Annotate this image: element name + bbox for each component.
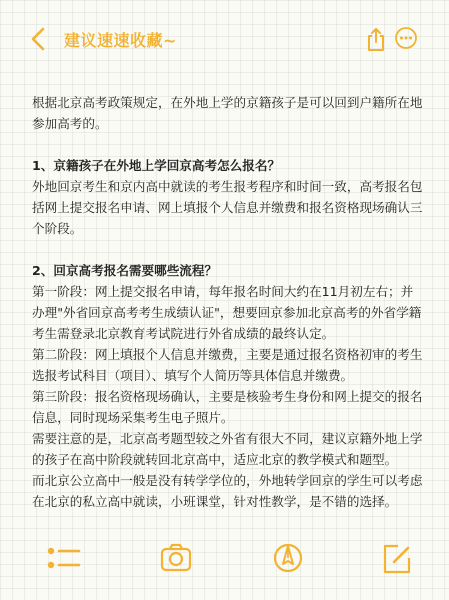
stage-2-paragraph: 第二阶段：网上填报个人信息并缴费，主要是通过报名资格初审的考生选报考试科目（项目）、填写个人简历等具体信息并缴费。	[32, 347, 423, 383]
stage-3-paragraph: 第三阶段：报名资格现场确认，主要是核验考生身份和网上提交的报名信息，同时现场采集考生电子照片。	[32, 389, 423, 425]
section-2-heading: 2、回京高考报名需要哪些流程？	[32, 263, 218, 278]
share-icon[interactable]	[365, 26, 387, 52]
top-bar	[0, 0, 449, 78]
more-icon[interactable]	[394, 26, 418, 50]
chevron-left-icon[interactable]	[28, 24, 50, 54]
bottom-toolbar	[0, 538, 449, 578]
section-1	[32, 155, 424, 239]
section-1-heading: 1、京籍孩子在外地上学回京高考怎么报名？	[32, 158, 281, 173]
note-title: 建议速速收藏~	[64, 31, 177, 50]
camera-icon[interactable]	[160, 538, 192, 578]
note-body[interactable]	[32, 92, 424, 533]
note-paragraph-1: 需要注意的是，北京高考题型较之外省有很大不同，建议京籍外地上学的孩子在高中阶段就转回北京高中，适应北京的教学模式和题型。	[32, 431, 423, 467]
section-2	[32, 260, 424, 512]
edit-icon[interactable]	[380, 538, 412, 578]
note-paragraph-2: 而北京公立高中一般是没有转学学位的，外地转学回京的学生可以考虑在北京的私立高中就读，小班课堂，针对性教学，是不错的选择。	[32, 473, 423, 509]
section-1-body: 外地回京考生和京内高中就读的考生报考程序和时间一致，高考报名包括网上提交报名申请、网上填报个人信息并缴费和报名资格现场确认三个阶段。	[32, 179, 423, 236]
stage-1-paragraph: 第一阶段：网上提交报名申请，每年报名时间大约在11月初左右；并办理"外省回京高考考生成绩认证"，想要回京参加北京高考的外省学籍考生需登录北京教育考试院进行外省成绩的最终认定。	[32, 284, 422, 341]
intro-paragraph: 根据北京高考政策规定，在外地上学的京籍孩子是可以回到户籍所在地参加高考的。	[32, 95, 423, 131]
pen-icon[interactable]	[272, 538, 304, 578]
checklist-icon[interactable]	[42, 538, 82, 578]
